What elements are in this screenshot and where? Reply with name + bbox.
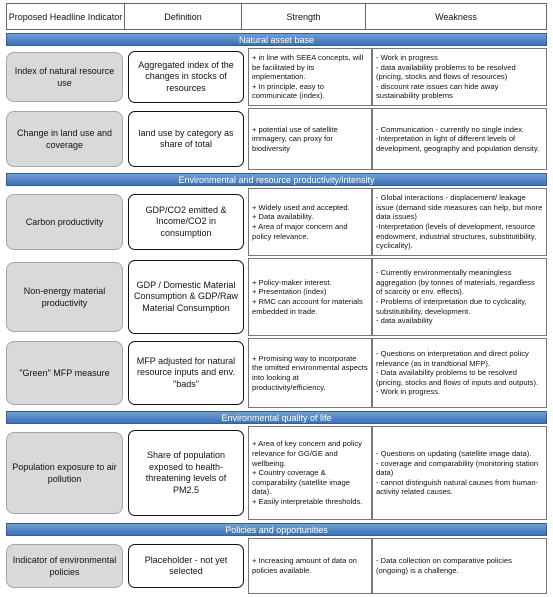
strength-point: + In principle, easy to communicate (index).: [252, 81, 325, 101]
weakness-point: - discount rate issues can hide away sustainability problems: [376, 81, 499, 101]
strength-point: + RMC can account for materials embedded in trade.: [252, 297, 363, 316]
strength-point: + Policy-maker interest.: [252, 277, 332, 287]
weakness-point: - Work in progress: [376, 53, 438, 63]
indicator-label: Population exposure to air pollution: [6, 432, 123, 514]
definition-box: Aggregated index of the changes in stocks of resources: [128, 51, 244, 103]
indicator-label: Non-energy material productivity: [6, 262, 123, 332]
table-row: [6, 48, 547, 106]
strength-cell: [248, 48, 372, 106]
weakness-cell: [372, 338, 547, 408]
weakness-lines: [376, 268, 543, 326]
indicator-label: Index of natural resource use: [6, 52, 123, 102]
weakness-cell: [372, 48, 547, 106]
strength-cell: [248, 538, 372, 594]
section-header: Policies and opportunities: [6, 523, 547, 536]
weakness-point: - Currently environmentally meaningless aggregation (by tonnes of materials, regardless of scarcity or env. effects).: [376, 268, 535, 297]
strength-point: + Presentation (index): [252, 287, 327, 297]
weakness-point: - Questions on interpretation and direct policy relevance (as in trandtional MFP).: [376, 349, 529, 368]
strength-cell: [248, 188, 372, 256]
definition-box: Placeholder - not yet selected: [128, 544, 244, 588]
weakness-point: - Problems of interpretation due to cyclicality, substitutibility, development.: [376, 297, 527, 316]
strength-point: + Data availability.: [252, 212, 314, 222]
strength-point: + Area of key concern and policy relevance for GG/GE and wellbeing.: [252, 439, 362, 468]
weakness-point: - Data availability problems to be resolved (pricing, stocks and flows of inputs and outputs).: [376, 368, 539, 387]
strength-point: + potential use of satellite immagery, can proxy for biodiversity: [252, 124, 338, 153]
strength-cell: [248, 108, 372, 170]
table-row: [6, 338, 547, 408]
header-strength: Strength: [242, 3, 366, 30]
weakness-lines: [376, 556, 543, 575]
table-row: [6, 426, 547, 520]
section-header: Environmental and resource productivity/intensity: [6, 173, 547, 186]
weakness-cell: [372, 538, 547, 594]
weakness-point: - Data collection on comparative policies (ongoing) is a challenge.: [376, 556, 512, 575]
weakness-point: -Interpretation in light of different levels of development, geography and population density.: [376, 134, 540, 153]
strength-point: + Widely used and accepted.: [252, 202, 350, 212]
weakness-point: - Work in progress.: [376, 387, 441, 397]
header-indicator: Proposed Headline Indicator: [6, 3, 125, 30]
weakness-point: - Communication - currently no single index.: [376, 124, 525, 134]
weakness-point: - Global interactions - displacement/ leakage issue (demand side measures can help, but more data issues): [376, 193, 543, 222]
weakness-point: - cannot distinguish natural causes from human-activity related causes.: [376, 477, 539, 497]
weakness-lines: [376, 349, 543, 397]
indicator-label: Change in land use and coverage: [6, 111, 123, 167]
indicator-label: Carbon productivity: [6, 194, 123, 250]
weakness-cell: [372, 188, 547, 256]
strength-point: + in line with SEEA concepts, will be facilitated by its implementation.: [252, 53, 364, 82]
definition-box: Share of population exposed to health-threatening levels of PM2.5: [128, 430, 244, 516]
weakness-lines: [376, 449, 543, 497]
strength-cell: [248, 338, 372, 408]
weakness-point: - data availability: [376, 316, 433, 326]
weakness-point: - Questions on updating (satellite image data).: [376, 449, 532, 459]
strength-lines: [252, 203, 368, 241]
table-row: [6, 538, 547, 594]
weakness-lines: [376, 193, 543, 251]
definition-box: GDP / Domestic Material Consumption & GDP/Raw Material Consumption: [128, 260, 244, 334]
strength-lines: [252, 278, 368, 316]
definition-box: GDP/CO2 emitted & Income/CO2 in consumption: [128, 194, 244, 250]
indicator-label: "Green" MFP measure: [6, 341, 123, 405]
table-row: [6, 258, 547, 336]
indicator-label: Indicator of environmental policies: [6, 544, 123, 588]
header-weakness: Weakness: [366, 3, 547, 30]
strength-lines: [252, 125, 368, 154]
strength-lines: [252, 556, 368, 575]
strength-cell: [248, 258, 372, 336]
section-header: Natural asset base: [6, 33, 547, 46]
definition-box: land use by category as share of total: [128, 111, 244, 167]
weakness-point: - data availability problems to be resolved (pricing, stocks and flows of resources): [376, 62, 516, 82]
weakness-cell: [372, 426, 547, 520]
weakness-point: -Interpretation (levels of development, resource endowment, industrial structures, substitutibility, cyclicality).: [376, 222, 537, 251]
strength-point: + Country coverage & comparability (satellite image data).: [252, 468, 350, 497]
strength-cell: [248, 426, 372, 520]
weakness-cell: [372, 108, 547, 170]
weakness-lines: [376, 53, 543, 101]
weakness-cell: [372, 258, 547, 336]
strength-point: + Promising way to incorporate the omitted environmental aspects into looking at productivity/efficiency.: [252, 353, 368, 392]
strength-point: + Increasing amount of data on policies available.: [252, 556, 357, 575]
strength-lines: [252, 439, 368, 506]
strength-point: + Area of major concern and policy relevance.: [252, 222, 348, 241]
weakness-point: - coverage and comparability (monitoring station data): [376, 458, 539, 478]
table-row: [6, 108, 547, 170]
table-row: [6, 188, 547, 256]
strength-lines: [252, 53, 368, 101]
weakness-lines: [376, 125, 543, 154]
section-header: Environmental quality of life: [6, 411, 547, 424]
strength-point: + Easily interpretable thresholds.: [252, 496, 363, 506]
strength-lines: [252, 354, 368, 392]
header-definition: Definition: [125, 3, 242, 30]
definition-box: MFP adjusted for natural resource inputs and env. "bads": [128, 341, 244, 405]
